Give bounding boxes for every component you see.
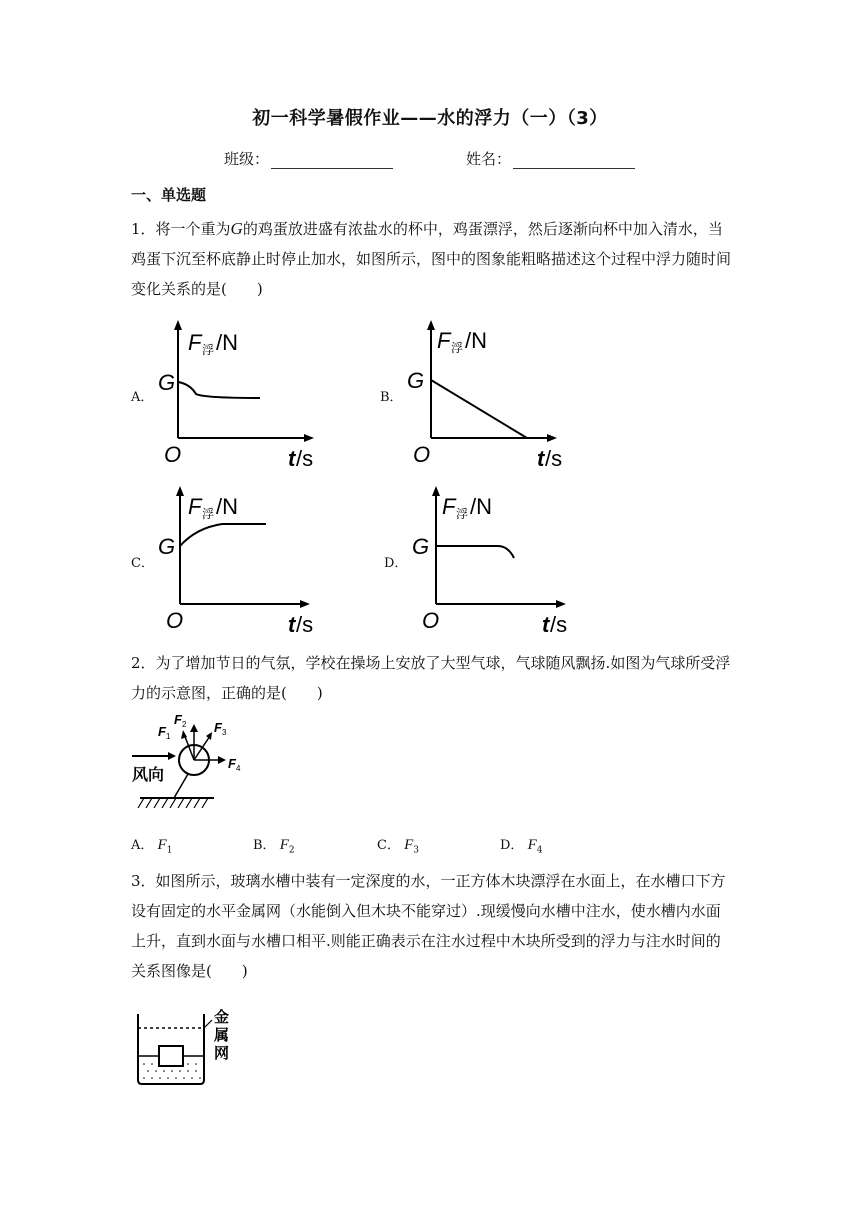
choice-c[interactable]: C． $F_3$ bbox=[377, 837, 419, 856]
balloon-figure bbox=[130, 710, 260, 822]
section-heading: 一、单选题 bbox=[131, 186, 207, 204]
t-unit: /s bbox=[545, 446, 563, 468]
f-sub: 浮 bbox=[202, 507, 215, 521]
x-arrow bbox=[300, 600, 310, 608]
ground-hatch bbox=[138, 798, 208, 808]
f1-label: F bbox=[158, 724, 166, 739]
t-unit: /s bbox=[296, 612, 314, 634]
f4-arrowhead bbox=[218, 756, 226, 764]
f3-sub: 3 bbox=[222, 728, 227, 737]
graph-d bbox=[408, 484, 578, 634]
f-unit: /N bbox=[470, 494, 492, 519]
name-blank[interactable] bbox=[513, 152, 635, 169]
origin-label: O bbox=[413, 442, 431, 467]
page-title: 初一科学暑假作业——水的浮力（一）（3） bbox=[252, 108, 608, 129]
curve-a bbox=[178, 382, 260, 398]
question-3-text: 3．如图所示，玻璃水槽中装有一定深度的水，一正方体木块漂浮在水面上，在水槽口下方设有固定的水平金属网（水能倒入但木块不能穿过）.现缓慢向水槽中注水，使水槽内水面上升，直到水面与水槽口相平.则能正确表示在注水过程中木块所受到的浮力与注水时间的关系图像是( ) bbox=[131, 872, 726, 980]
f-label: F bbox=[437, 328, 451, 353]
f2-label: F bbox=[174, 712, 182, 727]
net-label-1: 金 bbox=[214, 1009, 230, 1026]
y-arrow bbox=[174, 320, 182, 330]
graph-c bbox=[152, 484, 322, 634]
y-arrow bbox=[176, 486, 184, 496]
t-label: t bbox=[537, 446, 545, 468]
g-label: G bbox=[407, 368, 425, 393]
var-g: G bbox=[230, 219, 243, 238]
origin-label: O bbox=[164, 442, 182, 467]
option-d-label: D． bbox=[384, 556, 408, 571]
f-label: F bbox=[442, 494, 456, 519]
f4-label: F bbox=[228, 756, 236, 771]
choice-d[interactable]: D． $F_4$ bbox=[500, 837, 543, 856]
x-arrow bbox=[547, 434, 557, 442]
f-label: F bbox=[188, 494, 202, 519]
y-arrow bbox=[427, 320, 435, 330]
t-label: t bbox=[288, 612, 296, 634]
tank-figure bbox=[130, 1004, 240, 1090]
f-unit: /N bbox=[465, 328, 487, 353]
f2-sub: 2 bbox=[182, 720, 187, 729]
class-blank[interactable] bbox=[271, 152, 393, 169]
name-field bbox=[466, 148, 635, 169]
origin-label: O bbox=[166, 608, 184, 633]
x-arrow bbox=[556, 600, 566, 608]
f1-sub: 1 bbox=[166, 732, 171, 741]
option-b-label: B． bbox=[380, 390, 403, 405]
f-unit: /N bbox=[216, 330, 238, 355]
net-label-2: 属 bbox=[214, 1027, 230, 1044]
question-1-text: 1．将一个重为G的鸡蛋放进盛有浓盐水的杯中，鸡蛋漂浮，然后逐渐向杯中加入清水，当鸡蛋下沉至杯底静止时停止加水，如图所示，图中的图象能粗略描述这个过程中浮力随时间变化关系的是( ) bbox=[131, 219, 732, 298]
f-sub: 浮 bbox=[451, 341, 464, 355]
g-label: G bbox=[412, 534, 430, 559]
net-label-3: 网 bbox=[214, 1045, 230, 1062]
choice-b[interactable]: B． $F_2$ bbox=[253, 837, 295, 856]
x-arrow bbox=[304, 434, 314, 442]
graph-a bbox=[150, 318, 320, 468]
g-label: G bbox=[158, 534, 176, 559]
wood-block bbox=[159, 1046, 183, 1066]
curve-b bbox=[431, 380, 527, 438]
wind-label: 风向 bbox=[132, 767, 165, 784]
origin-label: O bbox=[422, 608, 440, 633]
f3-label: F bbox=[214, 720, 222, 735]
t-unit: /s bbox=[550, 612, 568, 634]
t-unit: /s bbox=[296, 446, 314, 468]
name-label: 姓名： bbox=[466, 150, 512, 168]
balloon-string bbox=[174, 774, 188, 798]
choice-a[interactable]: A． $F_1$ bbox=[131, 837, 173, 856]
graph-b bbox=[403, 318, 573, 468]
f-unit: /N bbox=[216, 494, 238, 519]
y-arrow bbox=[432, 486, 440, 496]
question-2-text: 2．为了增加节日的气氛，学校在操场上安放了大型气球，气球随风飘扬.如图为气球所受浮力的示意图，正确的是( ) bbox=[131, 654, 731, 702]
class-label: 班级： bbox=[224, 150, 270, 168]
t-label: t bbox=[542, 612, 550, 634]
class-field bbox=[224, 148, 393, 169]
f4-sub: 4 bbox=[236, 764, 241, 773]
curve-c bbox=[180, 524, 266, 546]
option-c-label: C． bbox=[131, 556, 154, 571]
wind-arrowhead bbox=[168, 752, 176, 760]
f-sub: 浮 bbox=[456, 507, 469, 521]
f2-arrowhead bbox=[190, 724, 198, 732]
f-sub: 浮 bbox=[202, 343, 215, 357]
f-label: F bbox=[188, 330, 202, 355]
option-a-label: A． bbox=[131, 390, 154, 405]
g-label: G bbox=[158, 370, 176, 395]
curve-d bbox=[436, 546, 514, 558]
t-label: t bbox=[288, 446, 296, 468]
net-pointer bbox=[204, 1020, 212, 1028]
